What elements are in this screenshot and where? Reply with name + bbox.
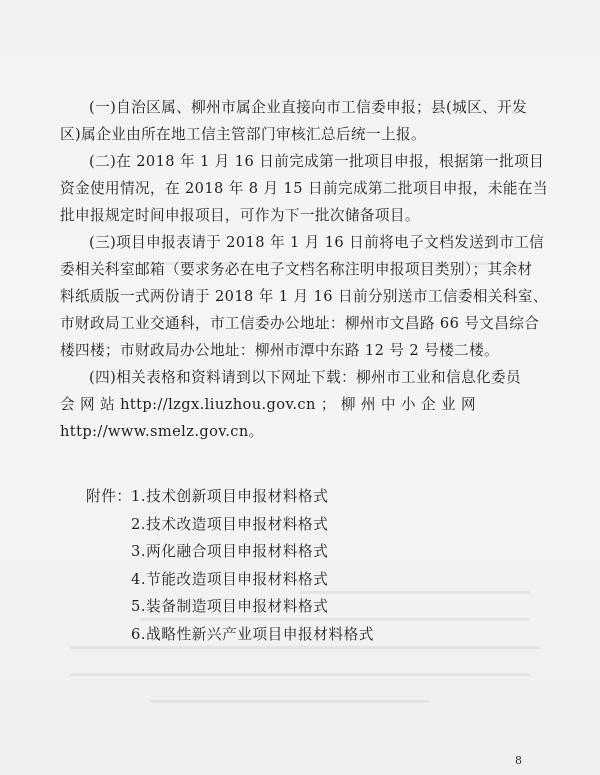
paragraph-3-line-4: 市财政局工业交通科，市工信委办公地址：柳州市文昌路 66 号文昌综合 — [60, 315, 540, 332]
attachment-item-3: 3.两化融合项目申报材料格式 — [131, 543, 329, 560]
paragraph-3 — [60, 229, 548, 364]
paragraph-1-line-1: (一)自治区属、柳州市属企业直接向市工信委申报；县(城区、开发 — [89, 99, 528, 116]
paragraph-4-line-2: 会 网 站 http://lzgx.liuzhou.gov.cn ； 柳 州 中 小 企 业 网 — [60, 396, 477, 413]
paragraph-1-line-2: 区)属企业由所在地工信主管部门审核汇总后统一上报。 — [60, 126, 426, 143]
paragraph-4-line-3: http://www.smelz.gov.cn。 — [60, 423, 264, 440]
page-number: 8 — [515, 754, 522, 767]
attachments-spacer — [86, 593, 131, 621]
paragraph-2-line-1: (二)在 2018 年 1 月 16 日前完成第一批项目申报，根据第一批项目 — [89, 153, 545, 170]
attachment-item-2: 2.技术改造项目申报材料格式 — [131, 515, 329, 533]
paragraph-4-line-1: (四)相关表格和资料请到以下网址下载：柳州市工业和信息化委员 — [89, 369, 522, 386]
attachment-item-6: 6.战略性新兴产业项目申报材料格式 — [131, 625, 375, 643]
paragraph-2 — [60, 148, 548, 229]
paragraph-3-line-5: 楼四楼；市财政局办公地址：柳州市潭中东路 12 号 2 号楼二楼。 — [60, 342, 500, 359]
attachment-item-1: 1.技术创新项目申报材料格式 — [131, 488, 329, 505]
attachments-label: 附件： — [86, 488, 132, 505]
paragraph-1 — [60, 94, 540, 148]
attachments-spacer — [86, 538, 131, 566]
paragraph-4 — [60, 364, 540, 445]
paragraph-2-line-2: 资金使用情况，在 2018 年 8 月 15 日前完成第二批项目申报，未能在当 — [60, 180, 548, 197]
paragraph-3-line-1: (三)项目申报表请于 2018 年 1 月 16 日前将电子文档发送到市工信 — [89, 234, 545, 251]
attachment-item-5: 5.装备制造项目申报材料格式 — [131, 598, 329, 615]
attachments-spacer — [86, 511, 131, 539]
attachments-spacer — [86, 621, 131, 649]
attachments-list — [86, 483, 374, 648]
scan-artifact — [70, 673, 530, 676]
paragraph-3-line-3: 料纸质版一式两份请于 2018 年 1 月 16 日前分别送市工信委相关科室、 — [60, 288, 548, 305]
paragraph-2-line-3: 批申报规定时间申报项目，可作为下一批次储备项目。 — [60, 207, 420, 224]
paragraph-3-line-2: 委相关科室邮箱（要求务必在电子文档名称注明申报项目类别）；其余材 — [60, 261, 533, 278]
attachment-item-4: 4.节能改造项目申报材料格式 — [131, 570, 329, 588]
scan-artifact — [150, 700, 430, 703]
attachments-spacer — [86, 566, 131, 594]
